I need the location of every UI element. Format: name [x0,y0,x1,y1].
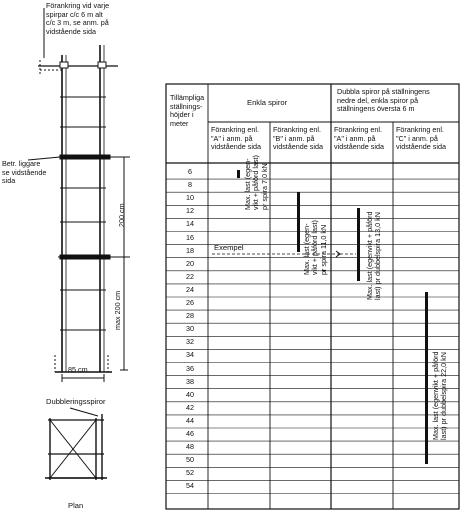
bar-a1-label: Max. last (egen- vikt + påförd last) pr spira 7,0 kN [243,155,269,210]
dimension-85cm: 85 cm [68,365,88,374]
row-height-label: 38 [186,376,194,386]
group-double-header: Dubbla spiror på ställningens nedre del, enkla spiror på ställningens översta 6 m [337,87,430,114]
row-height-label: 28 [186,311,194,321]
row-height-label: 26 [186,298,194,307]
bar-a2 [357,208,360,281]
bar-b [297,192,300,252]
row-height-label: 44 [186,415,194,425]
row-height-label: 46 [186,429,194,438]
row-height-label: 22 [186,271,194,281]
row-height-label: 20 [186,258,194,268]
bar-a2-label: Max. last (egenvikt + påförd last) pr dubbelspira 13,0 kN [365,211,383,300]
anchoring-note: Förankring vid varje spirpar c/c 6 m alt c/c 3 m, se anm. på vidstående sida [46,1,110,36]
row-height-label: 52 [186,468,194,478]
subheader-a2: Förankring enl. "A" i anm. på vidstående sida [334,125,384,152]
row-height-label: 32 [186,337,194,347]
dimension-max-200cm: max 200 cm [113,290,122,330]
row-height-label: 14 [186,219,194,229]
row-height-label: 10 [186,193,194,203]
plan-label: Plan [68,501,84,510]
row-height-label: 18 [186,245,194,255]
bar-b-label: Max. last (egen- vikt + påförd last) pr spira 11,0 kN [302,220,328,275]
row-height-label: 36 [186,363,194,373]
bar-c-label: Max. last (egenvikt + påförd last) pr dubbelspira 22,0 kN [431,351,449,440]
row-height-label: 42 [186,402,194,412]
row-height-label: 34 [186,350,194,360]
doubling-label: Dubbleringsspiror [46,397,106,406]
ledger-note: Betr. liggare se vidstående sida [2,159,47,186]
bar-c [425,292,428,464]
row-height-label: 48 [186,442,194,452]
row-height-label: 30 [186,324,194,334]
example-label: Exempel [214,243,244,252]
col-heights-header: Tillämpliga ställnings- höjder i meter [170,93,205,128]
bar-a1 [237,170,240,178]
row-height-label: 16 [186,232,194,242]
dimension-200cm: 200 cm [117,203,126,227]
row-height-label: 50 [186,455,194,465]
row-height-label: 54 [186,481,194,491]
row-height-label: 8 [188,180,192,190]
subheader-b: Förankring enl. "B" i anm. på vidstående sida [273,125,323,152]
subheader-a1: Förankring enl. "A" i anm. på vidstående sida [211,125,261,152]
row-height-label: 6 [188,167,192,176]
subheader-c: Förankring enl. "C" i anm. på vidstående sida [396,125,446,152]
load-bars [237,170,428,464]
row-height-label: 24 [186,284,194,294]
row-height-label: 12 [186,206,194,216]
row-height-label: 40 [186,389,194,399]
group-single-header: Enkla spiror [247,98,288,107]
